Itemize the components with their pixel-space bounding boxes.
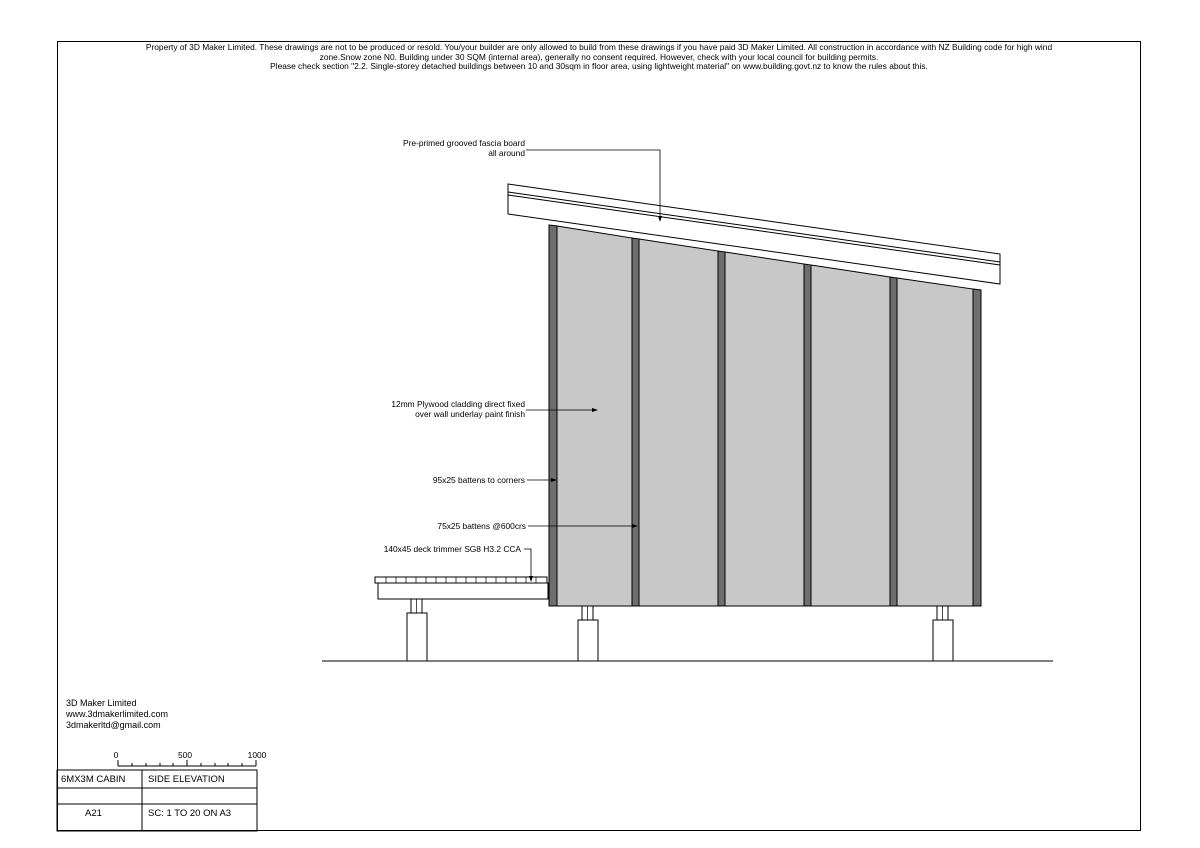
company-email: 3dmakerltd@gmail.com: [66, 720, 161, 730]
company-info: [66, 698, 168, 731]
scale-label-0: 0: [113, 750, 119, 760]
notice-line-2: zone.Snow zone N0. Building under 30 SQM (internal area), generally no consent required. However, check with your local council for building permits.: [319, 51, 879, 62]
deck: [375, 577, 548, 599]
scale-bar: [114, 750, 267, 766]
batten-1: [632, 238, 639, 606]
scale-label-500: 500: [178, 750, 192, 760]
plywood-cladding: [557, 226, 973, 606]
plywood-label-line-2: over wall underlay paint finish: [415, 409, 525, 419]
corner-battens-label: 95x25 battens to corners: [432, 475, 525, 485]
fascia-label-line-1: Pre-primed grooved fascia board: [403, 138, 525, 148]
pile-deck: [407, 599, 427, 661]
pile-rear: [933, 606, 953, 661]
plywood-label-line-1: 12mm Plywood cladding direct fixed: [391, 399, 525, 409]
notice-line-1: Property of 3D Maker Limited. These drawings are not to be produced or resold. You/your builder are only allowed to build from these drawings if you have paid 3D Maker Limited. All construction in accordance with NZ Building code for high wind: [145, 42, 1053, 52]
corner-batten-rear: [973, 289, 981, 606]
title-sheet: A21: [85, 808, 102, 819]
batten-2: [718, 251, 725, 606]
pile-front: [578, 606, 598, 661]
deck-trimmer-label: 140x45 deck trimmer SG8 H3.2 CCA: [383, 544, 521, 554]
batten-3: [804, 264, 811, 606]
company-name: 3D Maker Limited: [66, 698, 137, 708]
fascia-label-line-2: all around: [488, 148, 525, 158]
batten-4: [890, 277, 897, 606]
company-website: www.3dmakerlimited.com: [66, 709, 169, 719]
battens-label: 75x25 battens @600crs: [437, 521, 526, 531]
corner-batten-front: [549, 225, 557, 606]
scale-label-1000: 1000: [247, 750, 267, 760]
title-scale: SC: 1 TO 20 ON A3: [148, 808, 232, 819]
title-view: SIDE ELEVATION: [148, 774, 225, 785]
notice-line-3: Please check section "2.2. Single-storey detached buildings between 10 and 30sqm in floor area, using lightweight material" on www.building.govt.nz to know the rules about this.: [270, 61, 928, 72]
title-project: 6MX3M CABIN: [61, 774, 126, 785]
